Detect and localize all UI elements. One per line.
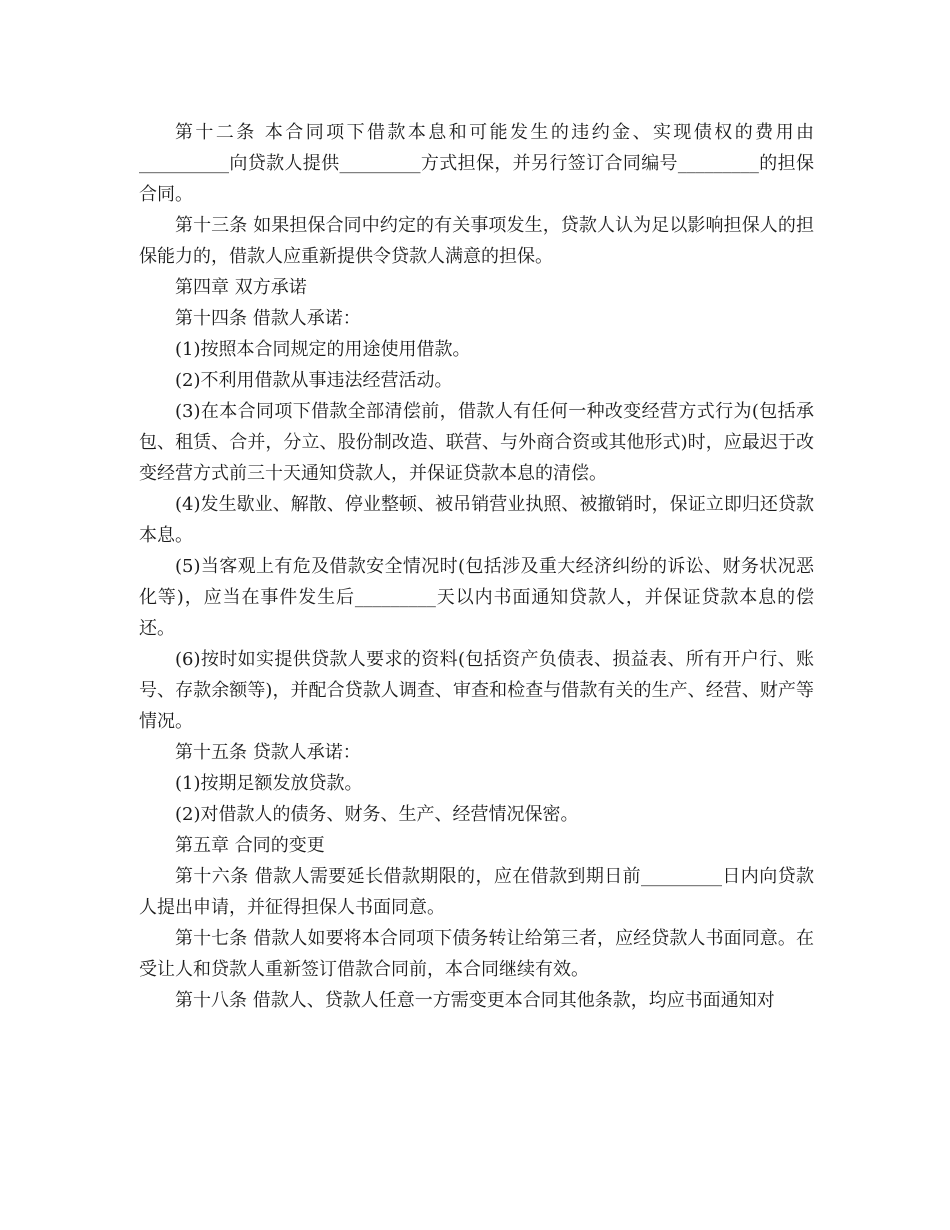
article-14-item-1: (1)按照本合同规定的用途使用借款。 — [175, 339, 471, 360]
article-14-item-2: (2)不利用借款从事违法经营活动。 — [175, 370, 453, 391]
chapter-4-heading: 第四章 双方承诺 — [175, 277, 307, 298]
article-15-item-1: (1)按期足额发放贷款。 — [175, 773, 363, 794]
article-15-item-2: (2)对借款人的债务、财务、生产、经营情况保密。 — [175, 804, 579, 825]
article-12: 第十二条 本合同项下借款本息和可能发生的违约金、实现债权的费用由__________向贷款人提供_________方式担保，并另行签订合同编号_________的担保合同。 — [139, 122, 814, 205]
article-15: 第十五条 贷款人承诺： — [175, 742, 361, 763]
article-17: 第十七条 借款人如要将本合同项下债务转让给第三者，应经贷款人书面同意。在受让人和贷款人重新签订借款合同前，本合同继续有效。 — [139, 928, 814, 980]
article-18: 第十八条 借款人、贷款人任意一方需变更本合同其他条款，均应书面通知对 — [175, 990, 775, 1011]
article-14: 第十四条 借款人承诺： — [175, 308, 361, 329]
article-14-item-6: (6)按时如实提供贷款人要求的资料(包括资产负债表、损益表、所有开户行、账号、存款余额等)，并配合贷款人调查、审查和检查与借款有关的生产、经营、财产等情况。 — [139, 649, 814, 732]
article-16: 第十六条 借款人需要延长借款期限的，应在借款到期日前_________日内向贷款人提出申请，并征得担保人书面同意。 — [139, 866, 814, 918]
article-14-item-3: (3)在本合同项下借款全部清偿前，借款人有任何一种改变经营方式行为(包括承包、租赁、合并，分立、股份制改造、联营、与外商合资或其他形式)时，应最迟于改变经营方式前三十天通知贷款人，并保证贷款本息的清偿。 — [139, 401, 814, 484]
article-14-item-5: (5)当客观上有危及借款安全情况时(包括涉及重大经济纠纷的诉讼、财务状况恶化等)，应当在事件发生后_________天以内书面通知贷款人，并保证贷款本息的偿还。 — [139, 556, 814, 639]
document-body — [139, 117, 814, 1016]
article-13: 第十三条 如果担保合同中约定的有关事项发生，贷款人认为足以影响担保人的担保能力的，借款人应重新提供令贷款人满意的担保。 — [139, 215, 814, 267]
article-14-item-4: (4)发生歇业、解散、停业整顿、被吊销营业执照、被撤销时，保证立即归还贷款本息。 — [139, 494, 814, 546]
chapter-5-heading: 第五章 合同的变更 — [175, 835, 325, 856]
